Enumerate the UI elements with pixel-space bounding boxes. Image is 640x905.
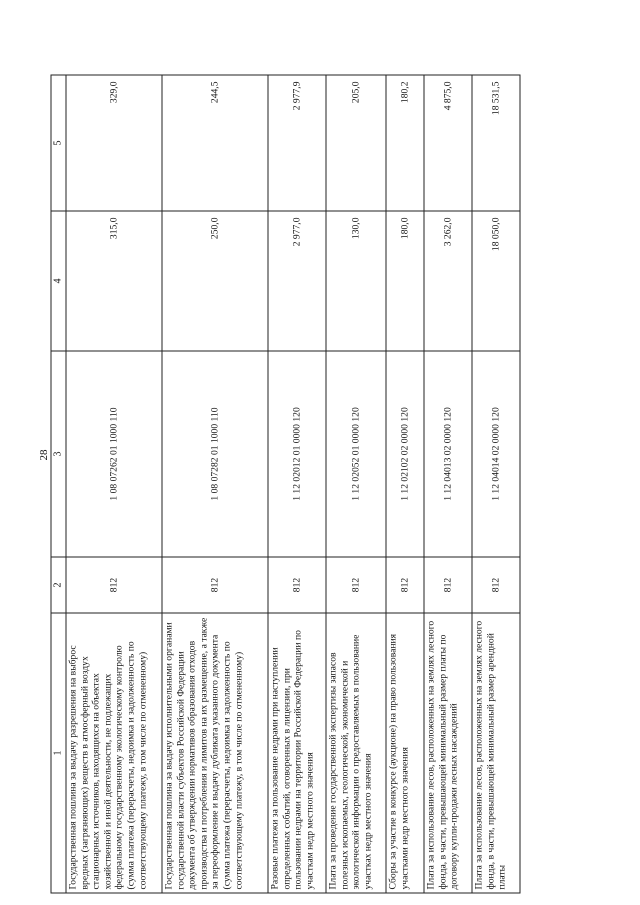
column-header-1: 1 [51,613,66,893]
table-row [66,75,162,893]
row-budget-code: 1 12 04013 02 0000 120 [424,351,472,557]
row-value-col5: 244,5 [162,75,268,211]
row-value-col4: 315,0 [66,211,162,351]
row-budget-code: 1 12 02012 01 0000 120 [268,351,326,557]
table-row [424,75,472,893]
row-description: Плата за использование лесов, расположенных на землях лесного фонда, в части, превышающей минимальный размер платы по договору купли-продажи лесных насаждений [424,613,472,893]
row-description: Плата за использование лесов, расположенных на землях лесного фонда, в части, превышающей минимальный размер арендной платы [472,613,520,893]
row-budget-code: 1 08 07262 01 1000 110 [66,351,162,557]
table-row [386,75,424,893]
row-admin-code: 812 [386,557,424,613]
row-value-col4: 18 050,0 [472,211,520,351]
row-value-col5: 18 531,5 [472,75,520,211]
row-description: Государственная пошлина за выдачу исполнительными органами государственной власти субъектов Российской Федерации документа об утверждении нормативов образования отходов производства и потребления и лимитов на их размещение, а также за переоформление и выдачу дубликата указанного документа (сумма платежа (перерасчеты, недоимка и задолженность по соответствующему платежу, в том числе по отмененному) [162,613,268,893]
table-row [268,75,326,893]
row-value-col5: 205,0 [326,75,386,211]
row-admin-code: 812 [472,557,520,613]
table-row [326,75,386,893]
row-value-col5: 329,0 [66,75,162,211]
page-number: 28 [38,449,50,461]
row-description: Плата за проведение государственной экспертизы запасов полезных ископаемых, геологической, экономической и экологической информации о предоставляемых в пользование участках недр местного значения [326,613,386,893]
budget-revenue-table [51,74,521,893]
column-header-4: 4 [51,211,66,351]
table-row [472,75,520,893]
row-value-col4: 130,0 [326,211,386,351]
column-header-2: 2 [51,557,66,613]
row-description: Государственная пошлина за выдачу разрешения на выброс вредных (загрязняющих) веществ в атмосферный воздух стационарных источников, находящихся на объектах хозяйственной и иной деятельности, не подлежащих федеральному государственному экологическому контролю (сумма платежа (перерасчеты, недоимка и задолженность по соответствующему платежу, в том числе по отмененному) [66,613,162,893]
row-admin-code: 812 [326,557,386,613]
row-budget-code: 1 12 02052 01 0000 120 [326,351,386,557]
row-value-col4: 250,0 [162,211,268,351]
row-value-col5: 180,2 [386,75,424,211]
row-value-col4: 2 977,0 [268,211,326,351]
table-header-row [51,75,66,893]
row-admin-code: 812 [268,557,326,613]
row-admin-code: 812 [162,557,268,613]
row-budget-code: 1 12 02102 02 0000 120 [386,351,424,557]
row-budget-code: 1 08 07282 01 1000 110 [162,351,268,557]
row-admin-code: 812 [66,557,162,613]
row-description: Разовые платежи за пользование недрами при наступлении определенных событий, оговоренных в лицензии, при пользовании недрами на территории Российской Федерации по участкам недр местного значения [268,613,326,893]
table-row [162,75,268,893]
row-description: Сборы за участие в конкурсе (аукционе) на право пользования участками недр местного значения [386,613,424,893]
row-value-col5: 4 875,0 [424,75,472,211]
row-value-col4: 3 262,0 [424,211,472,351]
row-admin-code: 812 [424,557,472,613]
row-budget-code: 1 12 04014 02 0000 120 [472,351,520,557]
rotated-table-container [51,75,578,893]
row-value-col4: 180,0 [386,211,424,351]
column-header-3: 3 [51,351,66,557]
row-value-col5: 2 977,9 [268,75,326,211]
column-header-5: 5 [51,75,66,211]
